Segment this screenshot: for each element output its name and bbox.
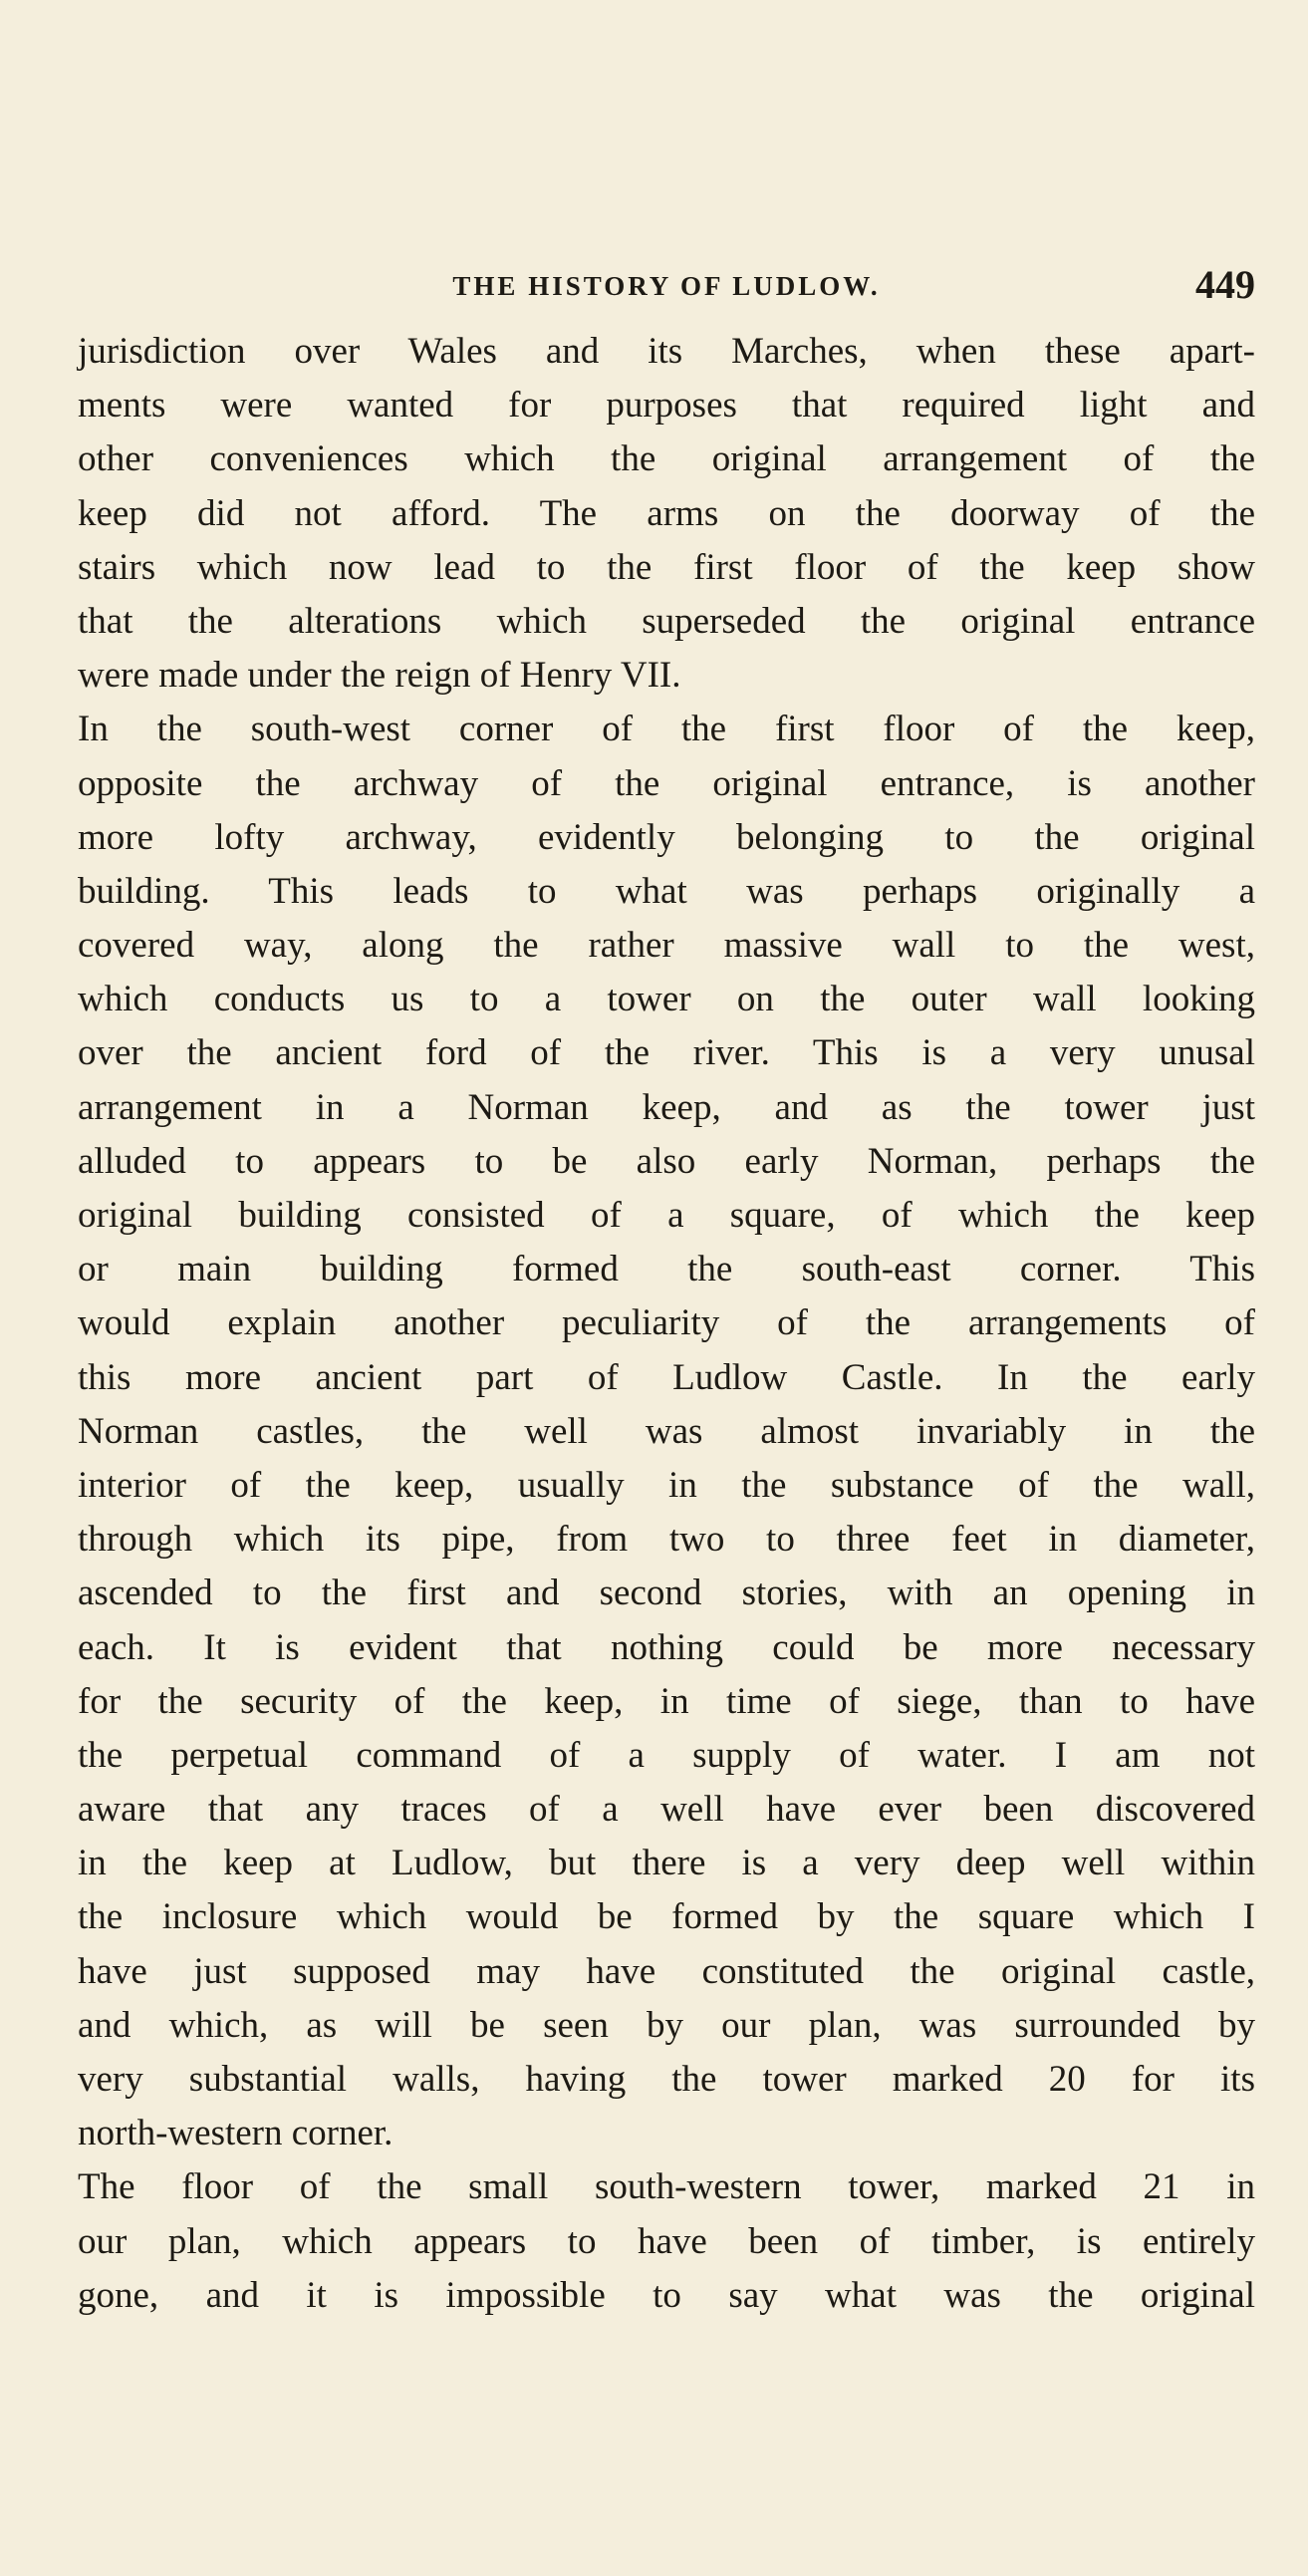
text-line: alluded to appears to be also early Norman, perhaps the [78,1140,1255,1182]
text-line: were made under the reign of Henry VII. [78,655,681,697]
page-number: 449 [1195,262,1255,307]
text-line: aware that any traces of a well have ever been discovered [78,1789,1255,1831]
text-line: over the ancient ford of the river. This is a very unusal [78,1032,1255,1074]
text-line: gone, and it is impossible to say what was the original [78,2274,1255,2316]
text-line: in the keep at Ludlow, but there is a very deep well within [78,1843,1255,1884]
text-line: building. This leads to what was perhaps originally a [78,870,1255,912]
text-line: our plan, which appears to have been of timber, is entirely [78,2220,1255,2262]
text-line: covered way, along the rather massive wall to the west, [78,925,1255,967]
text-line: for the security of the keep, in time of siege, than to have [78,1680,1255,1722]
text-line: ments were wanted for purposes that required light and [78,385,1255,427]
text-line: other conveniences which the original arrangement of the [78,438,1255,480]
text-line: very substantial walls, having the tower marked 20 for its [78,2059,1255,2100]
text-line: stairs which now lead to the first floor of the keep show [78,546,1255,588]
text-line: this more ancient part of Ludlow Castle. In the early [78,1356,1255,1398]
text-line: ascended to the first and second stories, with an opening in [78,1573,1255,1614]
text-line: which conducts us to a tower on the outer wall looking [78,979,1255,1020]
text-line: through which its pipe, from two to three feet in diameter, [78,1519,1255,1561]
text-line: The floor of the small south-western tower, marked 21 in [78,2166,1255,2208]
body-text [78,325,1255,2323]
text-line: the inclosure which would be formed by the square which I [78,1896,1255,1938]
text-line: have just supposed may have constituted the original castle, [78,1950,1255,1992]
text-line: north-western corner. [78,2113,393,2154]
text-line: jurisdiction over Wales and its Marches, when these apart- [78,331,1255,372]
text-line: arrangement in a Norman keep, and as the tower just [78,1086,1255,1128]
text-line: or main building formed the south-east corner. This [78,1249,1255,1290]
text-line: original building consisted of a square, of which the keep [78,1195,1255,1236]
text-line: In the south-west corner of the first floor of the keep, [78,709,1255,750]
text-line: and which, as will be seen by our plan, was surrounded by [78,2004,1255,2046]
text-line: more lofty archway, evidently belonging to the original [78,816,1255,858]
text-line: would explain another peculiarity of the arrangements of [78,1302,1255,1344]
running-title: THE HISTORY OF LUDLOW. [452,271,881,301]
running-head [78,261,1255,311]
text-line: each. It is evident that nothing could be more necessary [78,1626,1255,1668]
text-line: Norman castles, the well was almost invariably in the [78,1410,1255,1452]
text-line: opposite the archway of the original entrance, is another [78,762,1255,804]
text-line: keep did not afford. The arms on the doorway of the [78,492,1255,534]
text-line: the perpetual command of a supply of water. I am not [78,1734,1255,1776]
text-line: that the alterations which superseded the original entrance [78,600,1255,642]
text-line: interior of the keep, usually in the substance of the wall, [78,1464,1255,1506]
